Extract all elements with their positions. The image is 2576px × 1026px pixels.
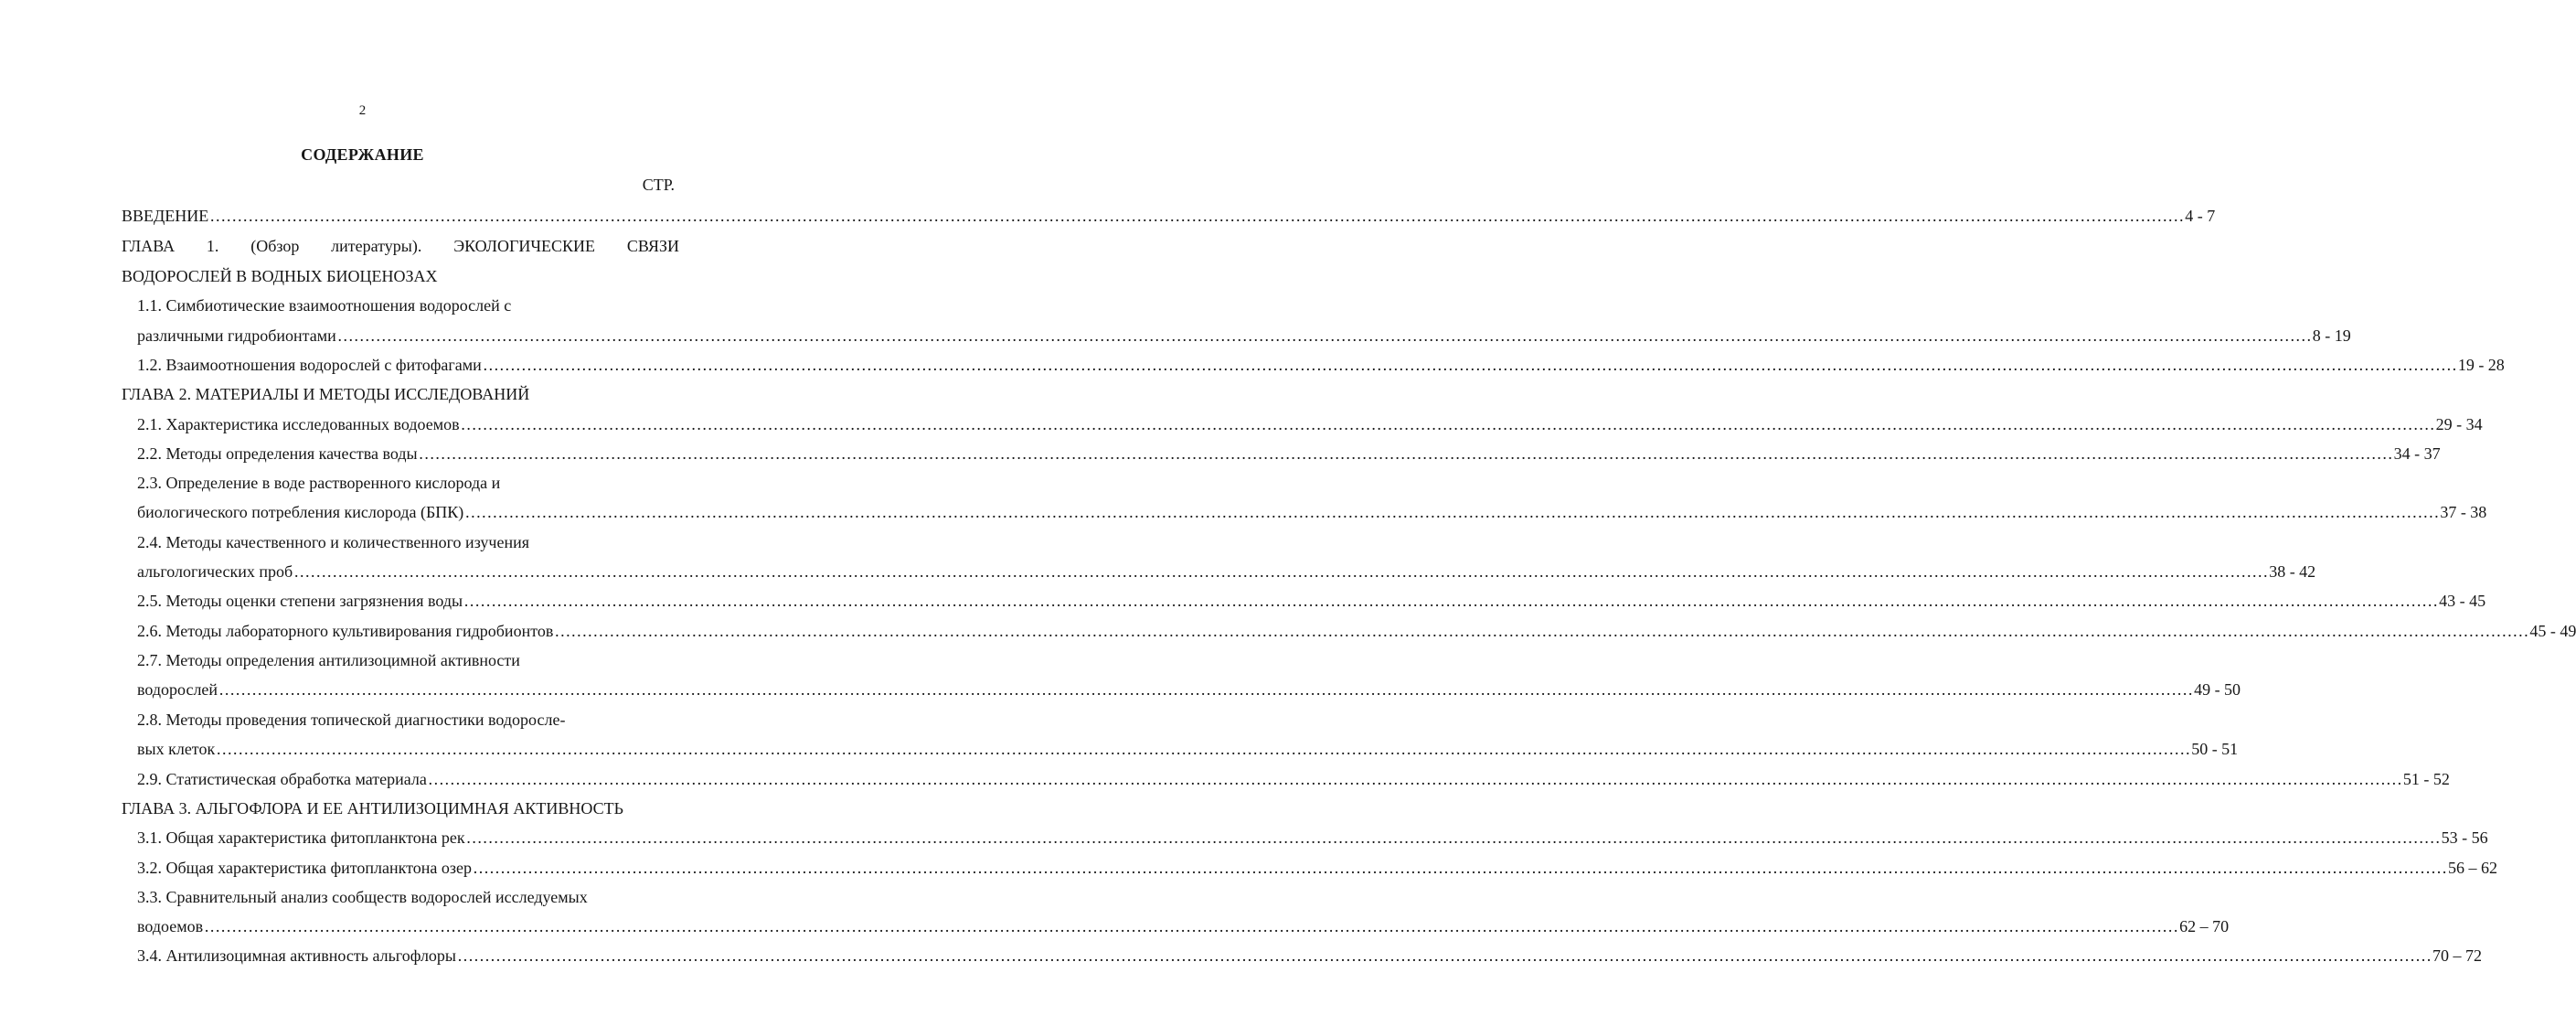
toc-entry-pages: 4 - 7	[2185, 207, 2216, 225]
dot-leader: ………………………………………………………………………………………………………………………………………………………………………………………………………………………………………………………………………………………………………………………………	[336, 326, 2312, 345]
toc-entry	[137, 499, 2487, 525]
dot-leader: ………………………………………………………………………………………………………………………………………………………………………………………………………………………………………………………………………………………………………………………………	[418, 444, 2393, 463]
toc-entry	[122, 203, 2216, 229]
dot-leader: ………………………………………………………………………………………………………………………………………………………………………………………………………………………………………………………………………………………………………………………………	[457, 946, 2432, 965]
toc-entry-title: водоемов	[137, 917, 204, 935]
toc-entry: 1.1. Симбиотические взаимоотношения водорослей с	[137, 296, 512, 315]
toc-entry	[137, 588, 2486, 614]
toc-entry-title: альгологических проб	[137, 562, 293, 581]
toc-entry	[137, 559, 2316, 584]
toc-entry: ГЛАВА 1. (Обзор литературы). ЭКОЛОГИЧЕСКИЕ СВЯЗИ	[122, 237, 679, 255]
toc-entry-title: водорослей	[137, 680, 218, 699]
toc-entry-title: 3.2. Общая характеристика фитопланктона озер	[137, 859, 472, 877]
dot-leader: ………………………………………………………………………………………………………………………………………………………………………………………………………………………………………………………………………………………………………………………………	[463, 592, 2439, 610]
toc-entry: ГЛАВА 2. МАТЕРИАЛЫ И МЕТОДЫ ИССЛЕДОВАНИЙ	[122, 385, 530, 403]
toc-entry-pages: 19 - 28	[2457, 356, 2505, 374]
toc-entry-title: 3.1. Общая характеристика фитопланктона рек	[137, 828, 465, 847]
dot-leader: ………………………………………………………………………………………………………………………………………………………………………………………………………………………………………………………………………………………………………………………………	[482, 356, 2457, 374]
toc-entry	[137, 943, 2483, 968]
toc-entry: 2.3. Определение в воде растворенного кислорода и	[137, 474, 501, 492]
toc-entry-pages: 62 – 70	[2179, 917, 2230, 935]
toc-entry	[137, 677, 2241, 702]
toc-entry	[137, 766, 2450, 792]
toc-entry-title: различными гидробионтами	[137, 326, 336, 345]
toc-entry: 2.4. Методы качественного и количественного изучения	[137, 533, 530, 551]
toc-entry	[137, 736, 2239, 762]
toc-entry: 3.3. Сравнительный анализ сообществ водорослей исследуемых	[137, 888, 588, 906]
toc-entry	[137, 618, 2576, 644]
toc-entry-pages: 29 - 34	[2435, 415, 2483, 433]
toc-entry-pages: 70 – 72	[2432, 946, 2483, 965]
toc-entry-pages: 49 - 50	[2194, 680, 2241, 699]
toc-entry-pages: 34 - 37	[2393, 444, 2441, 463]
dot-leader: ………………………………………………………………………………………………………………………………………………………………………………………………………………………………………………………………………………………………………………………………	[427, 770, 2402, 788]
toc-entry	[137, 352, 2505, 378]
toc-entry-pages: 53 - 56	[2441, 828, 2488, 847]
dot-leader: ………………………………………………………………………………………………………………………………………………………………………………………………………………………………………………………………………………………………………………………………	[460, 415, 2435, 433]
dot-leader: ………………………………………………………………………………………………………………………………………………………………………………………………………………………………………………………………………………………………………………………………	[209, 207, 2185, 225]
dot-leader: ………………………………………………………………………………………………………………………………………………………………………………………………………………………………………………………………………………………………………………………………	[554, 622, 2529, 640]
toc-entry-pages: 50 - 51	[2191, 740, 2239, 758]
dot-leader: ………………………………………………………………………………………………………………………………………………………………………………………………………………………………………………………………………………………………………………………………	[218, 680, 2194, 699]
toc-entry	[137, 441, 2441, 466]
toc-entry-title: 2.1. Характеристика исследованных водоемов	[137, 415, 460, 433]
toc-entry-pages: 38 - 42	[2269, 562, 2316, 581]
toc-entry	[137, 323, 2351, 348]
toc-entry: 2.7. Методы определения антилизоцимной активности	[137, 651, 520, 669]
toc-entry-title: 2.6. Методы лабораторного культивирования гидробионтов	[137, 622, 554, 640]
toc-entry-title: вых клеток	[137, 740, 216, 758]
toc-entry-title: 2.2. Методы определения качества воды	[137, 444, 418, 463]
dot-leader: ………………………………………………………………………………………………………………………………………………………………………………………………………………………………………………………………………………………………………………………………	[216, 740, 2191, 758]
page-column-label: СТР.	[642, 176, 675, 194]
page-number: 2	[358, 103, 367, 118]
toc-entry-pages: 8 - 19	[2312, 326, 2351, 345]
toc-entry-title: ВВЕДЕНИЕ	[122, 207, 209, 225]
dot-leader: ………………………………………………………………………………………………………………………………………………………………………………………………………………………………………………………………………………………………………………………………	[464, 503, 2440, 521]
dot-leader: ………………………………………………………………………………………………………………………………………………………………………………………………………………………………………………………………………………………………………………………………	[465, 828, 2441, 847]
toc-entry-pages: 37 - 38	[2440, 503, 2487, 521]
toc-entry	[137, 914, 2230, 939]
toc-entry-title: 1.2. Взаимоотношения водорослей с фитофагами	[137, 356, 482, 374]
toc-entry-pages: 43 - 45	[2439, 592, 2486, 610]
toc-entry-title: биологического потребления кислорода (БПК)	[137, 503, 464, 521]
toc-entry	[137, 855, 2497, 881]
page-title: СОДЕРЖАНИЕ	[301, 145, 424, 164]
toc-entry-pages: 45 - 49	[2529, 622, 2576, 640]
toc-entry-pages: 51 - 52	[2402, 770, 2450, 788]
toc-entry-pages: 56 – 62	[2448, 859, 2497, 877]
toc-entry-title: 3.4. Антилизоцимная активность альгофлоры	[137, 946, 457, 965]
dot-leader: ………………………………………………………………………………………………………………………………………………………………………………………………………………………………………………………………………………………………………………………………	[204, 917, 2179, 935]
toc-entry-title: 2.5. Методы оценки степени загрязнения воды	[137, 592, 463, 610]
dot-leader: ………………………………………………………………………………………………………………………………………………………………………………………………………………………………………………………………………………………………………………………………	[293, 562, 2269, 581]
toc-entry	[137, 411, 2483, 437]
toc-entry: ГЛАВА 3. АЛЬГОФЛОРА И ЕЕ АНТИЛИЗОЦИМНАЯ АКТИВНОСТЬ	[122, 799, 623, 818]
dot-leader: ………………………………………………………………………………………………………………………………………………………………………………………………………………………………………………………………………………………………………………………………	[473, 859, 2447, 877]
toc-entry-title: 2.9. Статистическая обработка материала	[137, 770, 427, 788]
toc-entry: 2.8. Методы проведения топической диагностики водоросле-	[137, 711, 566, 729]
toc-entry	[137, 825, 2488, 850]
toc-entry: ВОДОРОСЛЕЙ В ВОДНЫХ БИОЦЕНОЗАХ	[122, 267, 438, 285]
